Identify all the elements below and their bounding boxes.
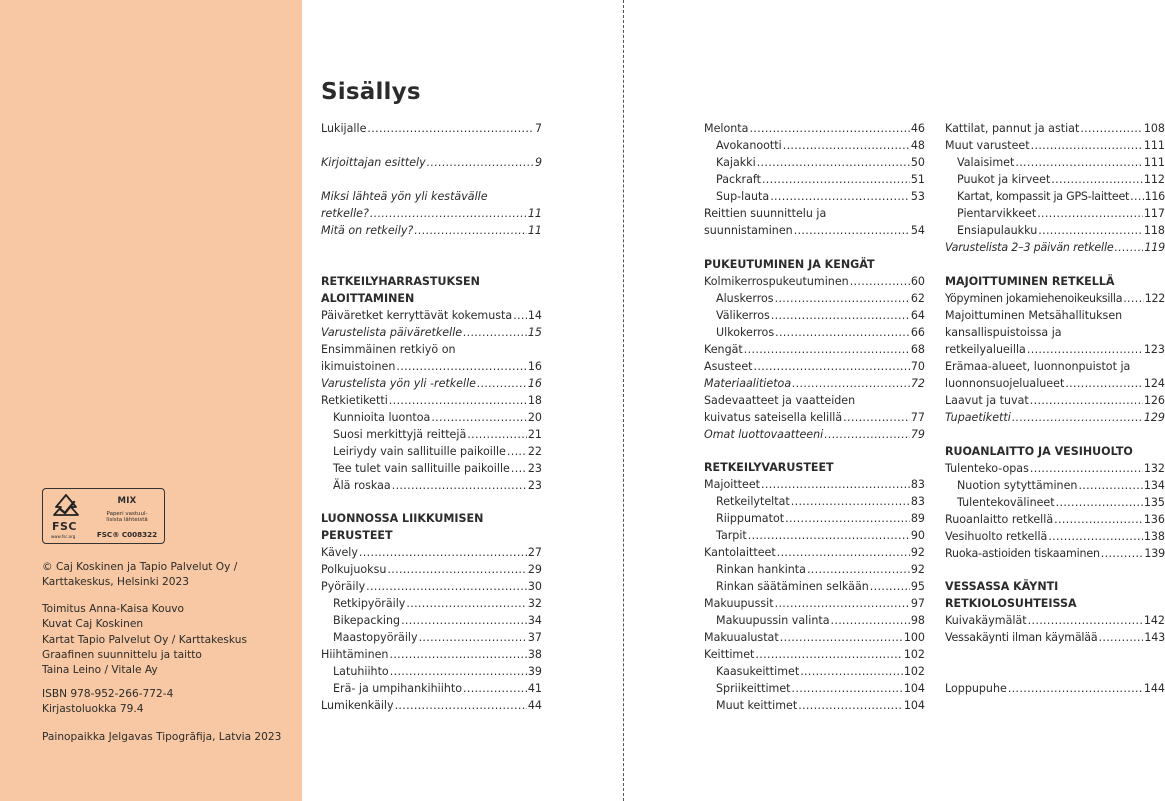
library-class-line: Kirjastoluokka 79.4 — [42, 703, 144, 716]
toc-subentry: Erä- ja umpihankihiihto . . . 41 — [333, 680, 542, 697]
toc-subentry: Kartat, kompassit ja GPS-laitteet . . . 116 — [957, 188, 1165, 205]
toc-subentry: Leiriydy vain sallituille paikoille . . . 22 — [333, 443, 542, 460]
toc-subentry: Packraft . . . 51 — [716, 171, 925, 188]
toc-entry: Kävely . . . 27 — [321, 544, 542, 561]
toc-subentry: Retkipyöräily . . . 32 — [333, 595, 542, 612]
toc-entry: Tulenteko-opas . . . 132 — [945, 460, 1165, 477]
toc-subentry: Kaasukeittimet . . . 102 — [716, 663, 925, 680]
section-heading: RETKEILYVARUSTEET — [704, 461, 834, 474]
toc-entry: Polkujuoksu . . . 29 — [321, 561, 542, 578]
toc-entry: retkeilyalueilla . . . 123 — [945, 341, 1165, 358]
toc-subentry: Välikerros . . . 64 — [716, 307, 925, 324]
fsc-code: FSC® C008322 — [96, 530, 158, 539]
section-heading: LUONNOSSA LIIKKUMISEN — [321, 512, 484, 525]
page-fold-line — [623, 0, 624, 801]
toc-entry: Pyöräily . . . 30 — [321, 578, 542, 595]
credits-line: Graafinen suunnittelu ja taitto — [42, 648, 202, 661]
toc-entry: Majoitteet . . . 83 — [704, 476, 925, 493]
section-heading: RETKIOLOSUHTEISSA — [945, 597, 1077, 610]
toc-entry-line: Reittien suunnittelu ja — [704, 207, 827, 220]
imprint-panel — [0, 0, 302, 801]
section-heading: PERUSTEET — [321, 529, 393, 542]
toc-subentry: Rinkan säätäminen selkään . . . 95 — [716, 578, 925, 595]
credits-line: Kartat Tapio Palvelut Oy / Karttakeskus — [42, 633, 247, 646]
toc-subentry: Älä roskaa . . . 23 — [333, 477, 542, 494]
toc-subentry: Pientarvikkeet . . . 117 — [957, 205, 1165, 222]
toc-entry: Vesihuolto retkellä . . . 138 — [945, 528, 1165, 545]
copyright-line: Karttakeskus, Helsinki 2023 — [42, 576, 189, 589]
toc-subentry: Riippumatot . . . 89 — [716, 510, 925, 527]
toc-subentry: Muut keittimet . . . 104 — [716, 697, 925, 714]
toc-entry-line: Miksi lähteä yön yli kestävälle — [321, 190, 488, 203]
toc-subentry: Ulkokerros . . . 66 — [716, 324, 925, 341]
toc-entry: Makuupussit . . . 97 — [704, 595, 925, 612]
toc-entry: Lumikenkäily . . . 44 — [321, 697, 542, 714]
toc-entry: ikimuistoinen . . . 16 — [321, 358, 542, 375]
printer-line: Painopaikka Jelgavas Tipogrāfija, Latvia 2023 — [42, 731, 282, 743]
toc-entry-line: Erämaa-alueet, luonnonpuistot ja — [945, 360, 1131, 373]
toc-subentry: Bikepacking . . . 34 — [333, 612, 542, 629]
toc-subentry: Suosi merkittyjä reittejä . . . 21 — [333, 426, 542, 443]
toc-entry: Mitä on retkeily? . . . 11 — [321, 222, 542, 239]
fsc-line2: lisista lähteistä — [106, 517, 148, 523]
toc-entry: kuivatus sateisella kelillä . . . 77 — [704, 409, 925, 426]
copyright-line: © Caj Koskinen ja Tapio Palvelut Oy / — [42, 561, 238, 573]
toc-subentry: Latuhiihto . . . 39 — [333, 663, 542, 680]
section-heading: PUKEUTUMINEN JA KENGÄT — [704, 258, 875, 271]
toc-entry-line: Majoittuminen Metsähallituksen — [945, 309, 1123, 322]
toc-entry: Asusteet . . . 70 — [704, 358, 925, 375]
section-heading: VESSASSA KÄYNTI — [945, 580, 1059, 593]
toc-entry: Kattilat, pannut ja astiat . . . 108 — [945, 120, 1165, 137]
toc-entry-line: Ensimmäinen retkiyö on — [321, 343, 456, 356]
toc-entry: Lukijalle . . . 7 — [321, 120, 542, 137]
fsc-tree-icon — [49, 493, 83, 521]
toc-entry: Kuivakäymälät . . . 142 — [945, 612, 1165, 629]
toc-subentry: Spriikeittimet . . . 104 — [716, 680, 925, 697]
toc-entry: luonnonsuojelualueet . . . 124 — [945, 375, 1165, 392]
credits-line: Taina Leino / Vitale Ay — [42, 664, 158, 677]
toc-entry: Laavut ja tuvat . . . 126 — [945, 392, 1165, 409]
toc-entry: Yöpyminen jokamiehenoikeuksilla . . . 122 — [945, 290, 1165, 307]
toc-entry: Varustelista 2–3 päivän retkelle . . . 119 — [945, 239, 1165, 256]
fsc-brand: FSC — [52, 520, 78, 533]
toc-subentry: Kunnioita luontoa . . . 20 — [333, 409, 542, 426]
fsc-line1: Paperi vastuul- — [106, 511, 148, 517]
isbn-block — [42, 687, 173, 718]
toc-subentry: Tee tulet vain sallituille paikoille . . . 23 — [333, 460, 542, 477]
toc-subentry: Rinkan hankinta . . . 92 — [716, 561, 925, 578]
credits-block — [42, 602, 247, 678]
toc-entry: Omat luottovaatteeni . . . 79 — [704, 426, 925, 443]
toc-entry-line: kansallispuistoissa ja — [945, 326, 1062, 339]
toc-title: Sisällys — [321, 79, 421, 105]
toc-entry: Makuualustat . . . 100 — [704, 629, 925, 646]
section-heading: MAJOITTUMINEN RETKELLÄ — [945, 275, 1115, 288]
toc-subentry: Retkeilyteltat . . . 83 — [716, 493, 925, 510]
toc-subentry: Tarpit . . . 90 — [716, 527, 925, 544]
toc-subentry: Maastopyöräily . . . 37 — [333, 629, 542, 646]
toc-entry: Kolmikerrospukeutuminen . . . 60 — [704, 273, 925, 290]
isbn-line: ISBN 978-952-266-772-4 — [42, 688, 174, 700]
toc-entry: Kirjoittajan esittely . . . 9 — [321, 154, 542, 171]
credits-line: Kuvat Caj Koskinen — [42, 618, 144, 631]
toc-entry: Muut varusteet . . . 111 — [945, 137, 1165, 154]
toc-entry: Hiihtäminen . . . 38 — [321, 646, 542, 663]
toc-subentry: Sup-lauta . . . 53 — [716, 188, 925, 205]
section-heading: RETKEILYHARRASTUKSEN — [321, 275, 480, 288]
toc-entry-line: Sadevaatteet ja vaatteiden — [704, 394, 856, 407]
toc-subentry: Kajakki . . . 50 — [716, 154, 925, 171]
toc-entry: Varustelista päiväretkelle . . . 15 — [321, 324, 542, 341]
toc-entry: Päiväretket kerryttävät kokemusta . . . 14 — [321, 307, 542, 324]
toc-entry: Ruoanlaitto retkellä . . . 136 — [945, 511, 1165, 528]
toc-entry: Varustelista yön yli -retkelle . . . 16 — [321, 375, 542, 392]
toc-entry: Vessakäynti ilman käymälää . . . 143 — [945, 629, 1165, 646]
toc-subentry: Nuotion sytyttäminen . . . 134 — [957, 477, 1165, 494]
toc-entry: Retkietiketti . . . 18 — [321, 392, 542, 409]
section-heading: ALOITTAMINEN — [321, 292, 415, 305]
toc-entry: Melonta . . . 46 — [704, 120, 925, 137]
toc-subentry: Avokanootti . . . 48 — [716, 137, 925, 154]
toc-subentry: Puukot ja kirveet . . . 112 — [957, 171, 1165, 188]
toc-subentry: Makuupussin valinta . . . 98 — [716, 612, 925, 629]
credits-line: Toimitus Anna-Kaisa Kouvo — [42, 603, 185, 615]
toc-entry: Tupaetiketti . . . 129 — [945, 409, 1165, 426]
toc-entry: Kantolaitteet . . . 92 — [704, 544, 925, 561]
fsc-label — [42, 488, 165, 544]
toc-entry: Keittimet . . . 102 — [704, 646, 925, 663]
toc-entry: suunnistaminen . . . 54 — [704, 222, 925, 239]
toc-subentry: Valaisimet . . . 111 — [957, 154, 1165, 171]
toc-entry: Loppupuhe . . . 144 — [945, 680, 1165, 697]
section-heading: RUOANLAITTO JA VESIHUOLTO — [945, 445, 1133, 458]
toc-subentry: Ensiapulaukku . . . 118 — [957, 222, 1165, 239]
toc-entry: Ruoka-astioiden tiskaaminen . . . 139 — [945, 545, 1165, 562]
toc-subentry: Aluskerros . . . 62 — [716, 290, 925, 307]
fsc-mix: MIX — [117, 496, 137, 506]
copyright-block — [42, 560, 237, 591]
toc-subentry: Tulentekovälineet . . . 135 — [957, 494, 1165, 511]
toc-entry: Kengät . . . 68 — [704, 341, 925, 358]
toc-entry: retkelle? . . . 11 — [321, 205, 542, 222]
fsc-url: www.fsc.org — [51, 534, 76, 539]
toc-entry: Materiaalitietoa . . . 72 — [704, 375, 925, 392]
